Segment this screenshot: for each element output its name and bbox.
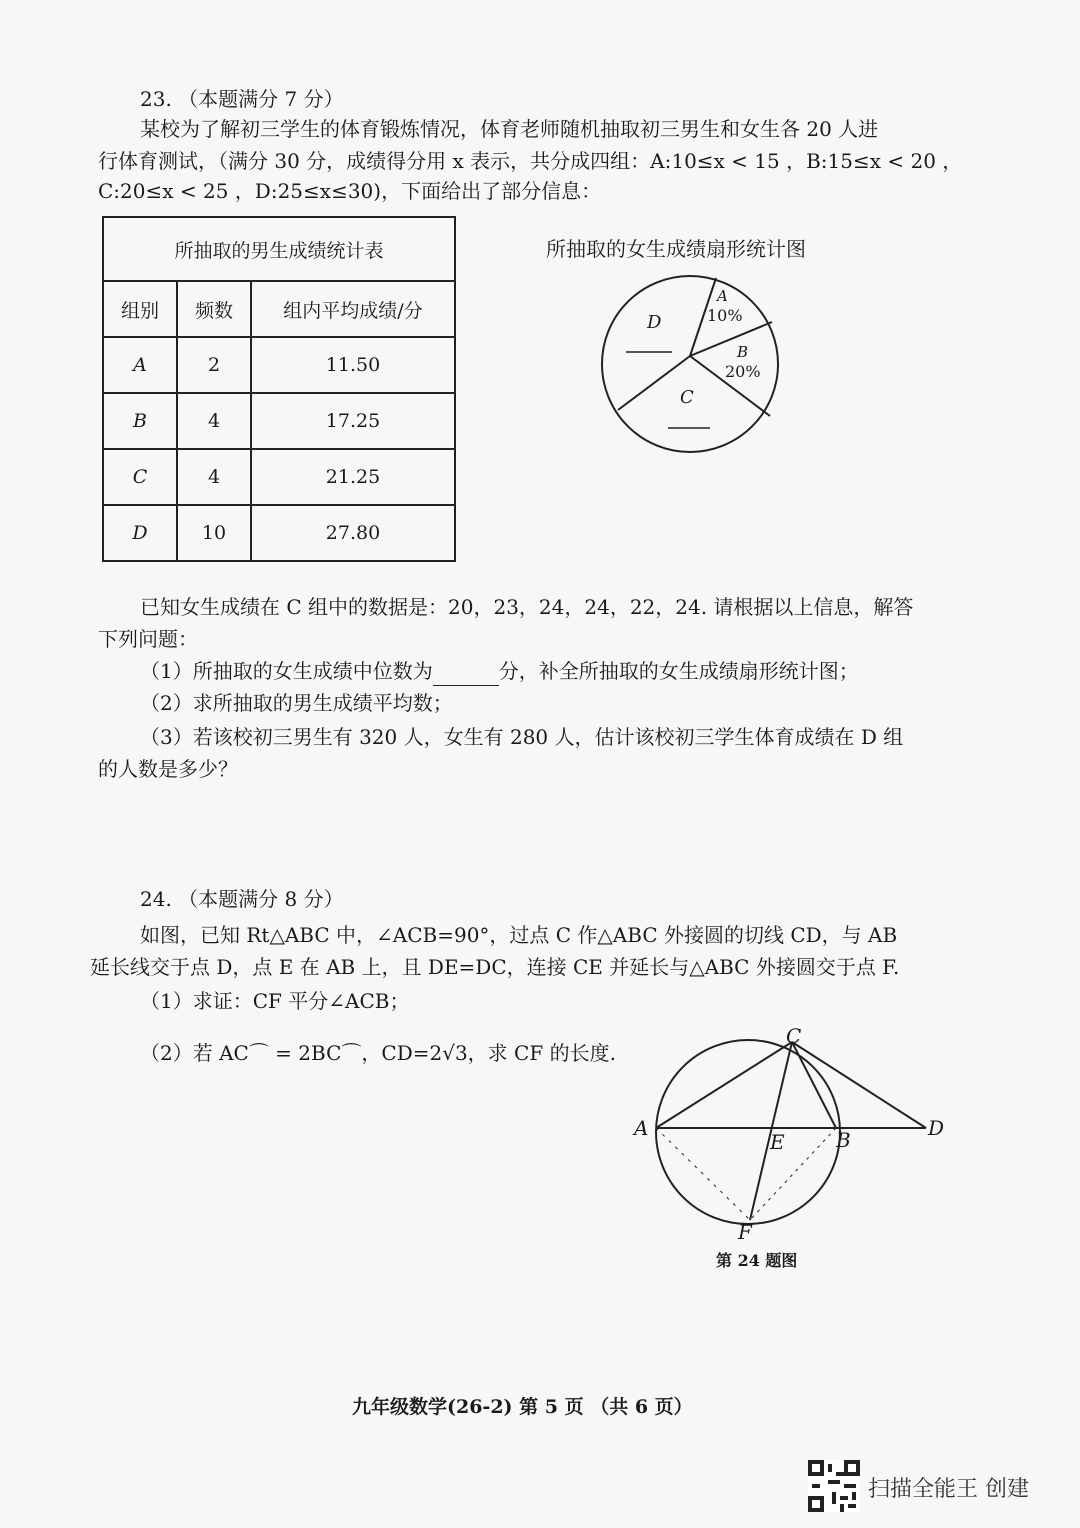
page-footer: 九年级数学(26-2) 第 5 页 （共 6 页） (352, 1396, 693, 1418)
q24-line1: 如图，已知 Rt△ABC 中，∠ACB=90°，过点 C 作△ABC 外接圆的切线 CD，与 AB (140, 923, 898, 947)
point-label-d: D (928, 1116, 945, 1140)
table-cell-group: D (103, 505, 177, 561)
q23-part1 (140, 656, 859, 686)
pie-label-d: D (647, 312, 662, 333)
point-label-a: A (634, 1116, 649, 1140)
line-af-dashed (656, 1128, 750, 1220)
circumcircle (656, 1040, 840, 1224)
q24-part1: （1）求证：CF 平分∠ACB； (140, 989, 410, 1013)
pie-pct-b: 20% (725, 362, 761, 381)
q23-intro-line2: 行体育测试，（满分 30 分，成绩得分用 x 表示，共分成四组：A:10≤x < 15 ，B:15≤x < 20 ， (98, 149, 963, 173)
table-cell-group: B (103, 393, 177, 449)
answer-blank (433, 665, 499, 686)
q24-header: 24. （本题满分 8 分） (140, 887, 344, 911)
q23-intro-line3: C:20≤x < 25 ，D:25≤x≤30)，下面给出了部分信息： (98, 179, 602, 203)
q23-intro-line1: 某校为了解初三学生的体育锻炼情况，体育老师随机抽取初三男生和女生各 20 人进 (140, 117, 879, 141)
table-caption: 所抽取的男生成绩统计表 (103, 217, 455, 281)
table-cell-frequency: 10 (177, 505, 251, 561)
table-row (103, 449, 455, 505)
point-label-c: C (786, 1024, 802, 1048)
q23-part2: （2）求所抽取的男生成绩平均数； (140, 691, 453, 715)
table-cell-frequency: 2 (177, 337, 251, 393)
table-header-frequency: 频数 (177, 281, 251, 337)
table-row (103, 393, 455, 449)
table-cell-group: C (103, 449, 177, 505)
q24-line2: 延长线交于点 D，点 E 在 AB 上，且 DE=DC，连接 CE 并延长与△ABC 外接圆交于点 F. (90, 955, 900, 979)
pie-label-a: A (717, 287, 728, 305)
table-cell-average: 17.25 (251, 393, 455, 449)
q23-data-line2: 下列问题： (98, 627, 198, 651)
table-cell-frequency: 4 (177, 393, 251, 449)
table-header-group: 组别 (103, 281, 177, 337)
pie-divider-line (690, 322, 772, 356)
point-label-f: F (738, 1220, 752, 1244)
q23-part3-line1: （3）若该校初三男生有 320 人，女生有 280 人，估计该校初三学生体育成绩在 D 组 (140, 725, 904, 749)
table-row (103, 505, 455, 561)
q23-data-line1: 已知女生成绩在 C 组中的数据是：20，23，24，24，22，24. 请根据以上信息，解答 (140, 595, 914, 619)
table-header-average: 组内平均成绩/分 (251, 281, 455, 337)
table-row (103, 337, 455, 393)
scanner-watermark: 扫描全能王 创建 (868, 1477, 1029, 1502)
table-cell-average: 11.50 (251, 337, 455, 393)
q23-part3-line2: 的人数是多少？ (98, 757, 238, 781)
figure-caption: 第 24 题图 (716, 1251, 798, 1270)
q23-header: 23. （本题满分 7 分） (140, 87, 344, 111)
line-bf-dashed (750, 1128, 836, 1220)
boys-score-table (102, 216, 456, 562)
line-cd (792, 1042, 926, 1128)
q23-part1-text-end: 分，补全所抽取的女生成绩扇形统计图； (498, 659, 859, 683)
table-cell-average: 21.25 (251, 449, 455, 505)
pie-label-b: B (737, 343, 749, 361)
q24-part2: （2）若 AC⌒ = 2BC⌒，CD=2√3，求 CF 的长度. (140, 1041, 616, 1065)
pie-label-c: C (680, 387, 694, 408)
pie-pct-a: 10% (707, 306, 743, 325)
circle-geometry-figure (630, 1024, 950, 1244)
table-cell-frequency: 4 (177, 449, 251, 505)
q23-part1-text: （1）所抽取的女生成绩中位数为 (140, 659, 433, 683)
point-label-e: E (770, 1130, 785, 1154)
qr-code-icon (808, 1460, 860, 1512)
line-cb (792, 1042, 836, 1128)
point-label-b: B (836, 1128, 851, 1152)
table-cell-group: A (103, 337, 177, 393)
table-cell-average: 27.80 (251, 505, 455, 561)
line-ac (656, 1042, 792, 1128)
pie-chart-title: 所抽取的女生成绩扇形统计图 (546, 237, 806, 261)
